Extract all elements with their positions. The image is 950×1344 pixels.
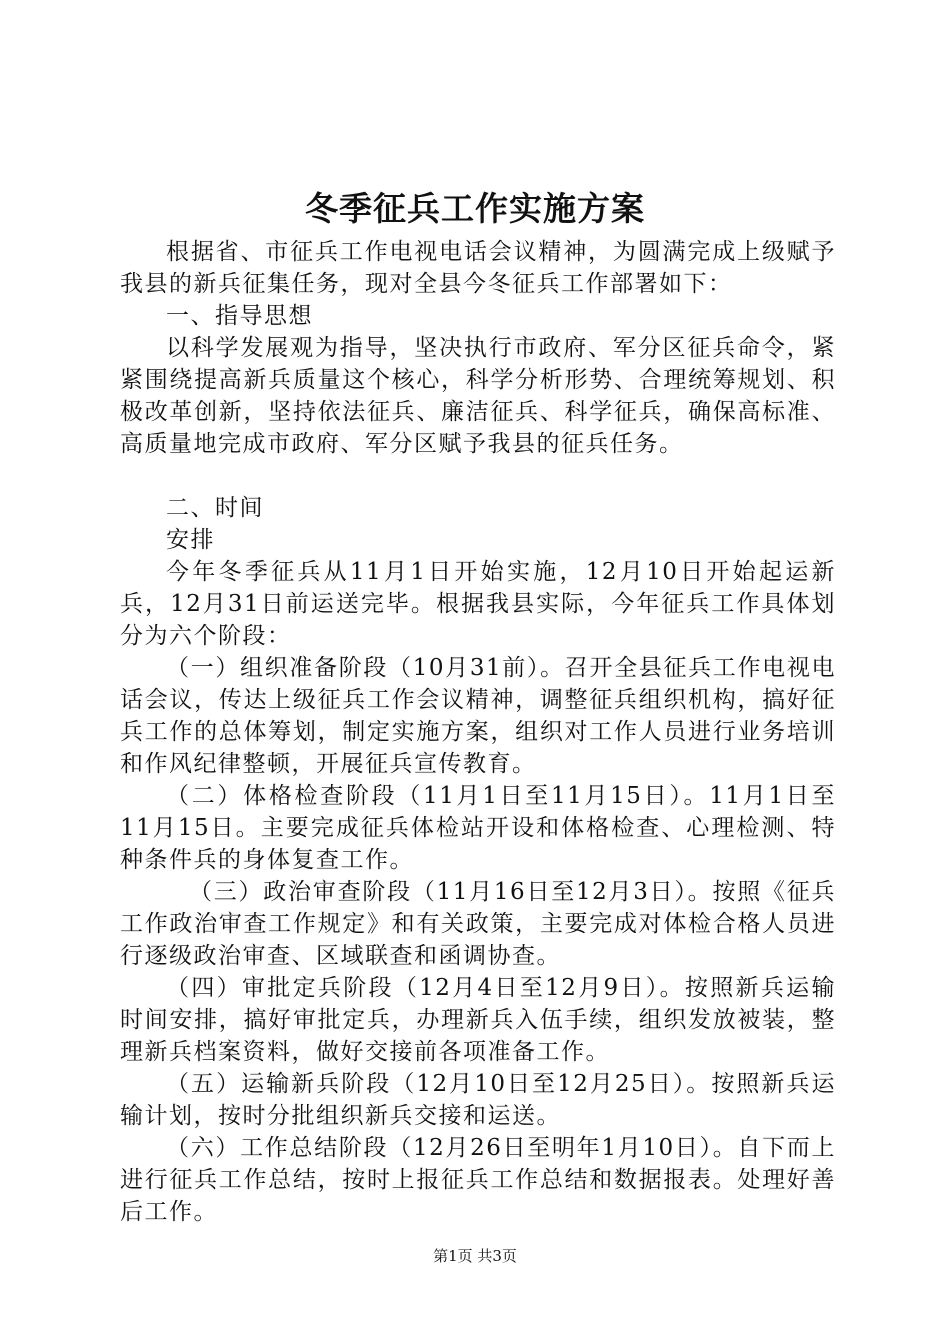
document-body: [120, 236, 836, 1228]
paragraph-intro: 根据省、市征兵工作电视电话会议精神，为圆满完成上级赋予我县的新兵征集任务，现对全县今冬征兵工作部署如下：: [120, 239, 836, 297]
paragraph-schedule-overview: 今年冬季征兵从11月1日开始实施，12月10日开始起运新兵，12月31日前运送完毕。根据我县实际，今年征兵工作具体划分为六个阶段：: [120, 559, 836, 649]
paragraph-stage-6: （六）工作总结阶段（12月26日至明年1月10日）。自下而上进行征兵工作总结，按时上报征兵工作总结和数据报表。处理好善后工作。: [120, 1135, 836, 1225]
paragraph-stage-1: （一）组织准备阶段（10月31前）。召开全县征兵工作电视电话会议，传达上级征兵工作会议精神，调整征兵组织机构，搞好征兵工作的总体筹划，制定实施方案，组织对工作人员进行业务培训和作风纪律整顿，开展征兵宣传教育。: [120, 655, 836, 777]
section-heading-guiding-ideology: 一、指导思想: [166, 303, 313, 329]
paragraph-guiding-ideology: 以科学发展观为指导，坚决执行市政府、军分区征兵命令，紧紧围绕提高新兵质量这个核心，科学分析形势、合理统筹规划、积极改革创新，坚持依法征兵、廉洁征兵、科学征兵，确保高标准、高质量地完成市政府、军分区赋予我县的征兵任务。: [120, 335, 836, 457]
section-heading-time: 二、时间: [166, 495, 264, 521]
page-footer: 第1页 共3页: [433, 1247, 517, 1265]
section-heading-arrangement: 安排: [166, 527, 215, 553]
document-title: 冬季征兵工作实施方案: [305, 189, 645, 228]
paragraph-stage-3: （三）政治审查阶段（11月16日至12月3日）。按照《征兵工作政治审查工作规定》和有关政策，主要完成对体检合格人员进行逐级政治审查、区域联查和函调协查。: [120, 879, 836, 969]
paragraph-stage-5: （五）运输新兵阶段（12月10日至12月25日）。按照新兵运输计划，按时分批组织新兵交接和运送。: [120, 1071, 836, 1129]
paragraph-stage-4: （四）审批定兵阶段（12月4日至12月9日）。按照新兵运输时间安排，搞好审批定兵，办理新兵入伍手续，组织发放被装，整理新兵档案资料，做好交接前各项准备工作。: [120, 975, 836, 1065]
paragraph-stage-2: （二）体格检查阶段（11月1日至11月15日）。11月1日至11月15日。主要完成征兵体检站开设和体格检查、心理检测、特种条件兵的身体复查工作。: [120, 783, 836, 873]
